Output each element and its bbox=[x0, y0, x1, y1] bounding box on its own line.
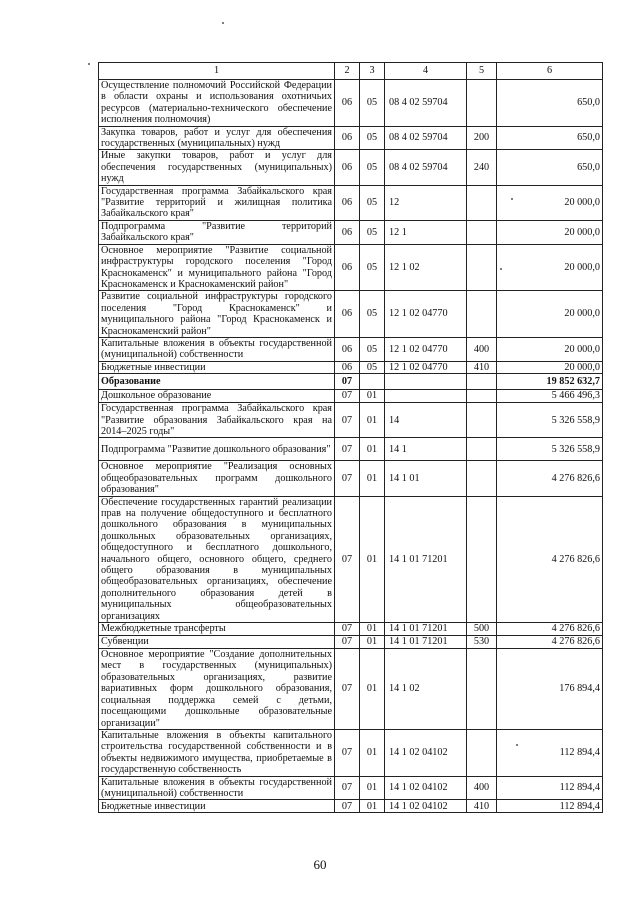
target-article-cell: 14 1 01 71201 bbox=[385, 496, 467, 622]
table-row bbox=[99, 403, 603, 438]
subsection-code-cell: 01 bbox=[360, 461, 385, 496]
expense-type-cell bbox=[467, 220, 497, 244]
target-article-cell bbox=[385, 390, 467, 403]
section-code-cell: 06 bbox=[335, 185, 360, 220]
amount-cell: 176 894,4 bbox=[497, 649, 603, 730]
expense-type-cell bbox=[467, 390, 497, 403]
section-code-cell: 07 bbox=[335, 496, 360, 622]
budget-table bbox=[98, 62, 603, 813]
subsection-code-cell: 05 bbox=[360, 361, 385, 373]
amount-cell: 20 000,0 bbox=[497, 361, 603, 373]
section-code-cell: 07 bbox=[335, 800, 360, 813]
scan-speck bbox=[500, 268, 502, 270]
target-article-cell: 08 4 02 59704 bbox=[385, 126, 467, 150]
subsection-code-cell bbox=[360, 374, 385, 390]
expense-type-cell: 400 bbox=[467, 776, 497, 800]
header-col-4: 4 bbox=[385, 63, 467, 80]
subsection-code-cell: 01 bbox=[360, 438, 385, 461]
table-row bbox=[99, 438, 603, 461]
table-row bbox=[99, 461, 603, 496]
table-row bbox=[99, 649, 603, 730]
table-row bbox=[99, 126, 603, 150]
row-name-cell: Государственная программа Забайкальского края "Развитие территорий и жилищная политика Забайкальского края" bbox=[99, 185, 335, 220]
expense-type-cell bbox=[467, 729, 497, 776]
target-article-cell: 14 1 01 71201 bbox=[385, 623, 467, 636]
amount-cell: 650,0 bbox=[497, 80, 603, 127]
target-article-cell: 14 1 01 bbox=[385, 461, 467, 496]
row-name-cell: Закупка товаров, работ и услуг для обеспечения государственных (муниципальных) нужд bbox=[99, 126, 335, 150]
row-name-cell: Осуществление полномочий Российской Федерации в области охраны и использования охотничьих ресурсов (материально-технического обеспечение исполнения полномочия) bbox=[99, 80, 335, 127]
expense-type-cell: 500 bbox=[467, 623, 497, 636]
section-code-cell: 06 bbox=[335, 361, 360, 373]
page-number: 60 bbox=[313, 857, 327, 872]
amount-cell: 20 000,0 bbox=[497, 220, 603, 244]
section-code-cell: 06 bbox=[335, 220, 360, 244]
section-code-cell: 07 bbox=[335, 776, 360, 800]
target-article-cell: 14 1 02 bbox=[385, 649, 467, 730]
target-article-cell: 14 bbox=[385, 403, 467, 438]
section-code-cell: 07 bbox=[335, 636, 360, 649]
subsection-code-cell: 01 bbox=[360, 649, 385, 730]
target-article-cell: 14 1 bbox=[385, 438, 467, 461]
target-article-cell: 14 1 02 04102 bbox=[385, 729, 467, 776]
section-code-cell: 06 bbox=[335, 291, 360, 338]
row-name-cell: Основное мероприятие "Создание дополнительных мест в государственных (муниципальных) образовательных организациях, развитие вариативных форм дошкольного образования, социальная поддержка семей с детьми, посещающими дошкольные образовательные организации" bbox=[99, 649, 335, 730]
section-code-cell: 06 bbox=[335, 150, 360, 185]
section-code-cell: 07 bbox=[335, 461, 360, 496]
table-row bbox=[99, 185, 603, 220]
expense-type-cell: 400 bbox=[467, 337, 497, 361]
subsection-code-cell: 01 bbox=[360, 403, 385, 438]
subsection-code-cell: 05 bbox=[360, 220, 385, 244]
target-article-cell bbox=[385, 374, 467, 390]
target-article-cell: 14 1 02 04102 bbox=[385, 800, 467, 813]
expense-type-cell bbox=[467, 244, 497, 291]
subsection-code-cell: 05 bbox=[360, 126, 385, 150]
subsection-code-cell: 05 bbox=[360, 185, 385, 220]
header-col-2: 2 bbox=[335, 63, 360, 80]
amount-cell: 112 894,4 bbox=[497, 729, 603, 776]
row-name-cell: Капитальные вложения в объекты государственной (муниципальной) собственности bbox=[99, 337, 335, 361]
scan-speck bbox=[88, 63, 90, 65]
amount-cell: 4 276 826,6 bbox=[497, 623, 603, 636]
expense-type-cell bbox=[467, 291, 497, 338]
section-code-cell: 07 bbox=[335, 374, 360, 390]
scan-speck bbox=[516, 744, 518, 746]
row-name-cell: Развитие социальной инфраструктуры городского поселения "Город Краснокаменск" и муниципального района "Город Краснокаменск и Краснокаменский район" bbox=[99, 291, 335, 338]
subsection-code-cell: 05 bbox=[360, 150, 385, 185]
expense-type-cell: 530 bbox=[467, 636, 497, 649]
row-name-cell: Межбюджетные трансферты bbox=[99, 623, 335, 636]
table-row bbox=[99, 729, 603, 776]
row-name-cell: Капитальные вложения в объекты капитального строительства государственной собственности и в объекты недвижимого имущества, приобретаемые в государственную собственность bbox=[99, 729, 335, 776]
target-article-cell: 12 1 02 04770 bbox=[385, 291, 467, 338]
expense-type-cell bbox=[467, 185, 497, 220]
scan-speck bbox=[222, 22, 224, 24]
target-article-cell: 08 4 02 59704 bbox=[385, 150, 467, 185]
amount-cell: 5 326 558,9 bbox=[497, 438, 603, 461]
section-code-cell: 06 bbox=[335, 337, 360, 361]
target-article-cell: 12 1 bbox=[385, 220, 467, 244]
row-name-cell: Основное мероприятие "Реализация основных общеобразовательных программ дошкольного образования" bbox=[99, 461, 335, 496]
scan-speck bbox=[511, 198, 513, 200]
subsection-code-cell: 05 bbox=[360, 244, 385, 291]
row-name-cell: Иные закупки товаров, работ и услуг для обеспечения государственных (муниципальных) нужд bbox=[99, 150, 335, 185]
table-row bbox=[99, 361, 603, 373]
table-body bbox=[99, 80, 603, 813]
row-name-cell: Бюджетные инвестиции bbox=[99, 800, 335, 813]
row-name-cell: Образование bbox=[99, 374, 335, 390]
amount-cell: 4 276 826,6 bbox=[497, 636, 603, 649]
subsection-code-cell: 01 bbox=[360, 729, 385, 776]
section-code-cell: 07 bbox=[335, 623, 360, 636]
amount-cell: 650,0 bbox=[497, 150, 603, 185]
amount-cell: 4 276 826,6 bbox=[497, 461, 603, 496]
target-article-cell: 12 1 02 04770 bbox=[385, 337, 467, 361]
table-row bbox=[99, 220, 603, 244]
table-row bbox=[99, 390, 603, 403]
row-name-cell: Государственная программа Забайкальского края "Развитие образования Забайкальского края на 2014–2025 годы" bbox=[99, 403, 335, 438]
subsection-code-cell: 01 bbox=[360, 776, 385, 800]
table-row bbox=[99, 337, 603, 361]
row-name-cell: Подпрограмма "Развитие дошкольного образования" bbox=[99, 438, 335, 461]
section-code-cell: 06 bbox=[335, 126, 360, 150]
expense-type-cell: 410 bbox=[467, 800, 497, 813]
subsection-code-cell: 01 bbox=[360, 636, 385, 649]
expense-type-cell bbox=[467, 438, 497, 461]
table-row bbox=[99, 291, 603, 338]
table-row bbox=[99, 623, 603, 636]
subsection-code-cell: 05 bbox=[360, 80, 385, 127]
section-code-cell: 07 bbox=[335, 729, 360, 776]
target-article-cell: 12 1 02 04770 bbox=[385, 361, 467, 373]
row-name-cell: Основное мероприятие "Развитие социальной инфраструктуры городского поселения "Город Краснокаменск" и муниципального района "Город Краснокаменск и Краснокаменский район" bbox=[99, 244, 335, 291]
amount-cell: 112 894,4 bbox=[497, 800, 603, 813]
expense-type-cell: 200 bbox=[467, 126, 497, 150]
row-name-cell: Обеспечение государственных гарантий реализации прав на получение общедоступного и бесплатного дошкольного образования в муниципальных дошкольных образовательных организациях, общедоступного и бесплатного дошкольного, начального общего, основного общего, среднего общего образования в муниципальных общеобразовательных организациях, обеспечение дополнительного образования детей в муниципальных общеобразовательных организациях bbox=[99, 496, 335, 622]
row-name-cell: Субвенции bbox=[99, 636, 335, 649]
header-col-3: 3 bbox=[360, 63, 385, 80]
header-row bbox=[99, 63, 603, 80]
table-row bbox=[99, 80, 603, 127]
section-code-cell: 07 bbox=[335, 649, 360, 730]
header-col-1: 1 bbox=[99, 63, 335, 80]
section-code-cell: 06 bbox=[335, 244, 360, 291]
expense-type-cell: 240 bbox=[467, 150, 497, 185]
section-code-cell: 07 bbox=[335, 390, 360, 403]
expense-type-cell bbox=[467, 80, 497, 127]
header-col-6: 6 bbox=[497, 63, 603, 80]
table-row bbox=[99, 636, 603, 649]
subsection-code-cell: 05 bbox=[360, 337, 385, 361]
row-name-cell: Дошкольное образование bbox=[99, 390, 335, 403]
section-code-cell: 06 bbox=[335, 80, 360, 127]
amount-cell: 650,0 bbox=[497, 126, 603, 150]
expense-type-cell bbox=[467, 374, 497, 390]
table-row bbox=[99, 776, 603, 800]
expense-type-cell bbox=[467, 649, 497, 730]
expense-type-cell bbox=[467, 461, 497, 496]
expense-type-cell: 410 bbox=[467, 361, 497, 373]
expense-type-cell bbox=[467, 496, 497, 622]
amount-cell: 19 852 632,7 bbox=[497, 374, 603, 390]
target-article-cell: 08 4 02 59704 bbox=[385, 80, 467, 127]
amount-cell: 20 000,0 bbox=[497, 185, 603, 220]
expense-type-cell bbox=[467, 403, 497, 438]
row-name-cell: Бюджетные инвестиции bbox=[99, 361, 335, 373]
subsection-code-cell: 01 bbox=[360, 390, 385, 403]
table-row bbox=[99, 496, 603, 622]
row-name-cell: Капитальные вложения в объекты государственной (муниципальной) собственности bbox=[99, 776, 335, 800]
section-code-cell: 07 bbox=[335, 438, 360, 461]
table-row bbox=[99, 150, 603, 185]
subsection-code-cell: 05 bbox=[360, 291, 385, 338]
amount-cell: 20 000,0 bbox=[497, 244, 603, 291]
section-code-cell: 07 bbox=[335, 403, 360, 438]
amount-cell: 20 000,0 bbox=[497, 291, 603, 338]
amount-cell: 5 326 558,9 bbox=[497, 403, 603, 438]
table-row bbox=[99, 244, 603, 291]
amount-cell: 112 894,4 bbox=[497, 776, 603, 800]
target-article-cell: 14 1 02 04102 bbox=[385, 776, 467, 800]
row-name-cell: Подпрограмма "Развитие территорий Забайкальского края" bbox=[99, 220, 335, 244]
amount-cell: 5 466 496,3 bbox=[497, 390, 603, 403]
amount-cell: 4 276 826,6 bbox=[497, 496, 603, 622]
header-col-5: 5 bbox=[467, 63, 497, 80]
subsection-code-cell: 01 bbox=[360, 800, 385, 813]
target-article-cell: 12 1 02 bbox=[385, 244, 467, 291]
target-article-cell: 12 bbox=[385, 185, 467, 220]
amount-cell: 20 000,0 bbox=[497, 337, 603, 361]
table-row bbox=[99, 374, 603, 390]
subsection-code-cell: 01 bbox=[360, 496, 385, 622]
subsection-code-cell: 01 bbox=[360, 623, 385, 636]
target-article-cell: 14 1 01 71201 bbox=[385, 636, 467, 649]
table-row bbox=[99, 800, 603, 813]
